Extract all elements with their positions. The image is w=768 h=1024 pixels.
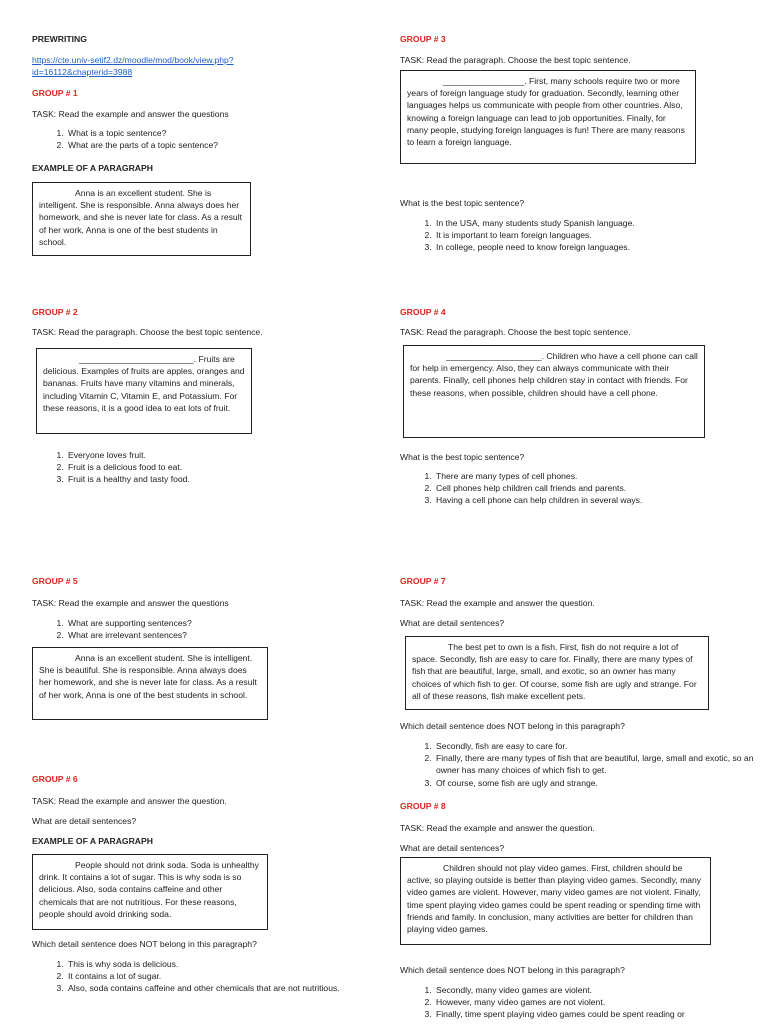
list-item: 2. It is important to learn foreign languages. [434, 229, 768, 241]
group-7-paragraph-box [405, 636, 709, 710]
group-8-prompt: Which detail sentence does NOT belong in this paragraph? [400, 965, 625, 975]
list-item: 3. Also, soda contains caffeine and other chemicals that are not nutritious. [66, 982, 406, 994]
group-7-title: GROUP # 7 [400, 576, 446, 586]
group-5-task: TASK: Read the example and answer the questions [32, 598, 229, 608]
paragraph-text: People should not drink soda. Soda is unhealthy drink. It contains a lot of sugar. This is why soda is so delicious. Also, soda contains caffeine and other chemicals that are not nutritious. For these reasons, people should avoid drinking soda. [39, 860, 259, 919]
list-item: 1. In the USA, many students study Spanish language. [434, 217, 768, 229]
list-item: 1. This is why soda is delicious. [66, 958, 406, 970]
group-3-title: GROUP # 3 [400, 34, 446, 44]
paragraph-text: Anna is an excellent student. She is intelligent. She is responsible. Anna always does her homework, and she is never late for class. As a result of her work, Anna is one of the best students in school. [39, 188, 243, 247]
list-item: 3. Of course, some fish are ugly and strange. [434, 777, 764, 789]
group-6-options [32, 958, 406, 995]
list-item: 1. Secondly, fish are easy to care for. [434, 740, 764, 752]
group-6-example-label: EXAMPLE OF A PARAGRAPH [32, 836, 153, 846]
list-item: 1. What are supporting sentences? [66, 617, 386, 629]
list-item: 1. Everyone loves fruit. [66, 449, 386, 461]
group-8-options [400, 984, 768, 1021]
list-item: 1. What is a topic sentence? [66, 127, 386, 139]
list-item: 2. Cell phones help children call friends and parents. [434, 482, 768, 494]
paragraph-text: Anna is an excellent student. She is intelligent. She is beautiful. She is responsible. Anna always does her homework, and she is never late for class. As a result of her work, Anna is one of the best students in school. [39, 653, 257, 700]
group-3-prompt: What is the best topic sentence? [400, 198, 525, 208]
group-6-paragraph-box [32, 854, 268, 930]
group-7-task: TASK: Read the example and answer the question. [400, 598, 595, 608]
group-4-paragraph-box [403, 345, 705, 438]
group-4-options [400, 470, 768, 507]
paragraph-text: The best pet to own is a fish. First, fish do not require a lot of space. Secondly, fish are easy to care for. Finally, there are many types of fish that are beautiful, large, small, and exotic, so an owner has many choices of which fish to ger. Of course, some fish are ugly and strange. For all of these reasons, fish make excellent pets. [412, 642, 697, 701]
group-6-prompt: Which detail sentence does NOT belong in this paragraph? [32, 939, 257, 949]
list-item: 3. Fruit is a healthy and tasty food. [66, 473, 386, 485]
group-1-task: TASK: Read the example and answer the questions [32, 109, 229, 119]
group-3-options [400, 217, 768, 254]
list-item: 2. Finally, there are many types of fish that are beautiful, large, small and exotic, so an owner has many choices of which fish to get. [434, 752, 764, 776]
list-item: 3. Having a cell phone can help children in several ways. [434, 494, 768, 506]
group-5-questions [32, 617, 386, 641]
group-4-prompt: What is the best topic sentence? [400, 452, 525, 462]
list-item: 2. It contains a lot of sugar. [66, 970, 406, 982]
list-item: 2. However, many video games are not violent. [434, 996, 768, 1008]
prewriting-heading: PREWRITING [32, 34, 87, 44]
list-item: 1. Secondly, many video games are violent. [434, 984, 768, 996]
group-1-questions [32, 127, 386, 151]
group-7-options [400, 740, 764, 789]
group-2-title: GROUP # 2 [32, 307, 78, 317]
group-7-question: What are detail sentences? [400, 618, 505, 628]
group-8-task: TASK: Read the example and answer the question. [400, 823, 595, 833]
list-item: 1. There are many types of cell phones. [434, 470, 768, 482]
group-7-prompt: Which detail sentence does NOT belong in this paragraph? [400, 721, 625, 731]
group-2-options [32, 449, 386, 486]
list-item: 3. In college, people need to know foreign languages. [434, 241, 768, 253]
group-1-example-label: EXAMPLE OF A PARAGRAPH [32, 163, 153, 173]
list-item: 3. Finally, time spent playing video games could be spent reading or [434, 1008, 768, 1020]
group-1-paragraph-box [32, 182, 251, 256]
group-2-paragraph-box [36, 348, 252, 434]
group-8-question: What are detail sentences? [400, 843, 505, 853]
group-6-task: TASK: Read the example and answer the question. [32, 796, 227, 806]
list-item: 2. What are the parts of a topic sentence? [66, 139, 386, 151]
group-6-title: GROUP # 6 [32, 774, 78, 784]
group-8-paragraph-box [400, 857, 711, 945]
moodle-link[interactable]: https://cte.univ-setif2.dz/moodle/mod/book/view.php?id=16112&chapterid=3988 [32, 55, 234, 78]
paragraph-text: _________________. First, many schools require two or more years of foreign language study for graduation. Secondly, learning other languages helps us communicate with people from other countries. Also, knowing a foreign language can lead to job opportunities. Finally, for many people, studying foreign languages is fun! There are many reasons to learn a foreign language. [407, 76, 685, 148]
paragraph-text: ____________________. Children who have a cell phone can call for help in emergency. Also, they can always communicate with their parents. Finally, cell phones help children stay in contact with friends. For these reasons, when possible, children should have a cell phone. [410, 351, 698, 398]
group-3-task: TASK: Read the paragraph. Choose the best topic sentence. [400, 55, 631, 65]
group-5-title: GROUP # 5 [32, 576, 78, 586]
group-6-question: What are detail sentences? [32, 816, 137, 826]
group-4-task: TASK: Read the paragraph. Choose the best topic sentence. [400, 327, 631, 337]
list-item: 2. Fruit is a delicious food to eat. [66, 461, 386, 473]
group-3-paragraph-box [400, 70, 696, 164]
group-5-paragraph-box [32, 647, 268, 720]
list-item: 2. What are irrelevant sentences? [66, 629, 386, 641]
paragraph-text: ________________________. Fruits are delicious. Examples of fruits are apples, oranges and bananas. Fruits have many vitamins and minerals, including Vitamin C, Vitamin E, and Potassium. For these reasons, it is a good idea to eat lots of fruit. [43, 354, 245, 413]
group-4-title: GROUP # 4 [400, 307, 446, 317]
group-8-title: GROUP # 8 [400, 801, 446, 811]
group-2-task: TASK: Read the paragraph. Choose the best topic sentence. [32, 327, 263, 337]
group-1-title: GROUP # 1 [32, 88, 78, 98]
paragraph-text: Children should not play video games. First, children should be active, so playing outside is better than playing video games. Secondly, many video games are violent. However, many video games are not violent. Finally, time spent playing video games could be spent reading or spending time with friends and family. In conclusion, many activities are better for children than playing video games. [407, 863, 702, 935]
